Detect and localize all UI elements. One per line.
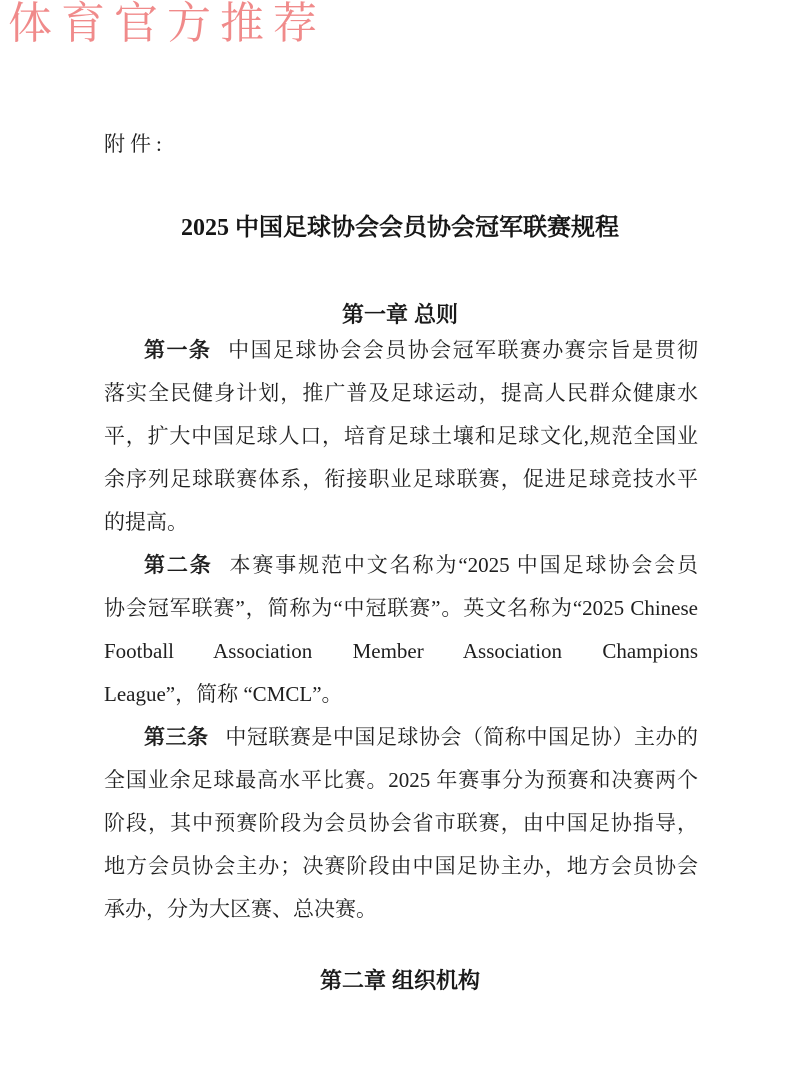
article-line: 协会冠军联赛”，简称为“中冠联赛”。英文名称为“2025 Chinese — [104, 596, 698, 620]
article-line — [104, 329, 698, 372]
watermark: 体育官方推荐 — [8, 0, 326, 48]
article-line: Football Association Member Association Champions — [104, 639, 698, 663]
document-body — [104, 329, 698, 931]
doc-title: 2025 中国足球协会会员协会冠军联赛规程 — [181, 215, 619, 241]
article-line: 阶段，其中预赛阶段为会员协会省市联赛，由中国足协指导， — [104, 811, 698, 835]
article-line: 全国业余足球最高水平比赛。2025 年赛事分为预赛和决赛两个 — [104, 768, 698, 792]
article-line: 平，扩大中国足球人口，培育足球土壤和足球文化,规范全国业 — [104, 424, 698, 448]
article-line: 地方会员协会主办；决赛阶段由中国足协主办，地方会员协会 — [104, 854, 698, 878]
article-lead: 第一条 — [144, 338, 212, 362]
article-text: 中国足球协会会员协会冠军联赛办赛宗旨是贯彻 — [228, 338, 699, 362]
article-line — [104, 716, 698, 759]
article-line — [104, 544, 698, 587]
article-line: League”，简称 “CMCL”。 — [104, 682, 343, 706]
article-line: 落实全民健身计划，推广普及足球运动，提高人民群众健康水 — [104, 381, 698, 405]
article-lead: 第二条 — [144, 553, 213, 577]
article-lead: 第三条 — [144, 725, 209, 749]
article-text: 本赛事规范中文名称为“2025 中国足球协会会员 — [229, 553, 699, 577]
article-line: 承办，分为大区赛、总决赛。 — [104, 897, 377, 921]
article-line: 的提高。 — [104, 510, 188, 534]
article-line: 余序列足球联赛体系，衔接职业足球联赛，促进足球竞技水平 — [104, 467, 698, 491]
chapter-heading-2: 第二章 组织机构 — [319, 968, 481, 993]
attachment-label: 附件: — [104, 132, 167, 156]
article-text: 中冠联赛是中国足球协会（简称中国足协）主办的 — [225, 725, 699, 749]
chapter-heading-1: 第一章 总则 — [341, 302, 459, 327]
